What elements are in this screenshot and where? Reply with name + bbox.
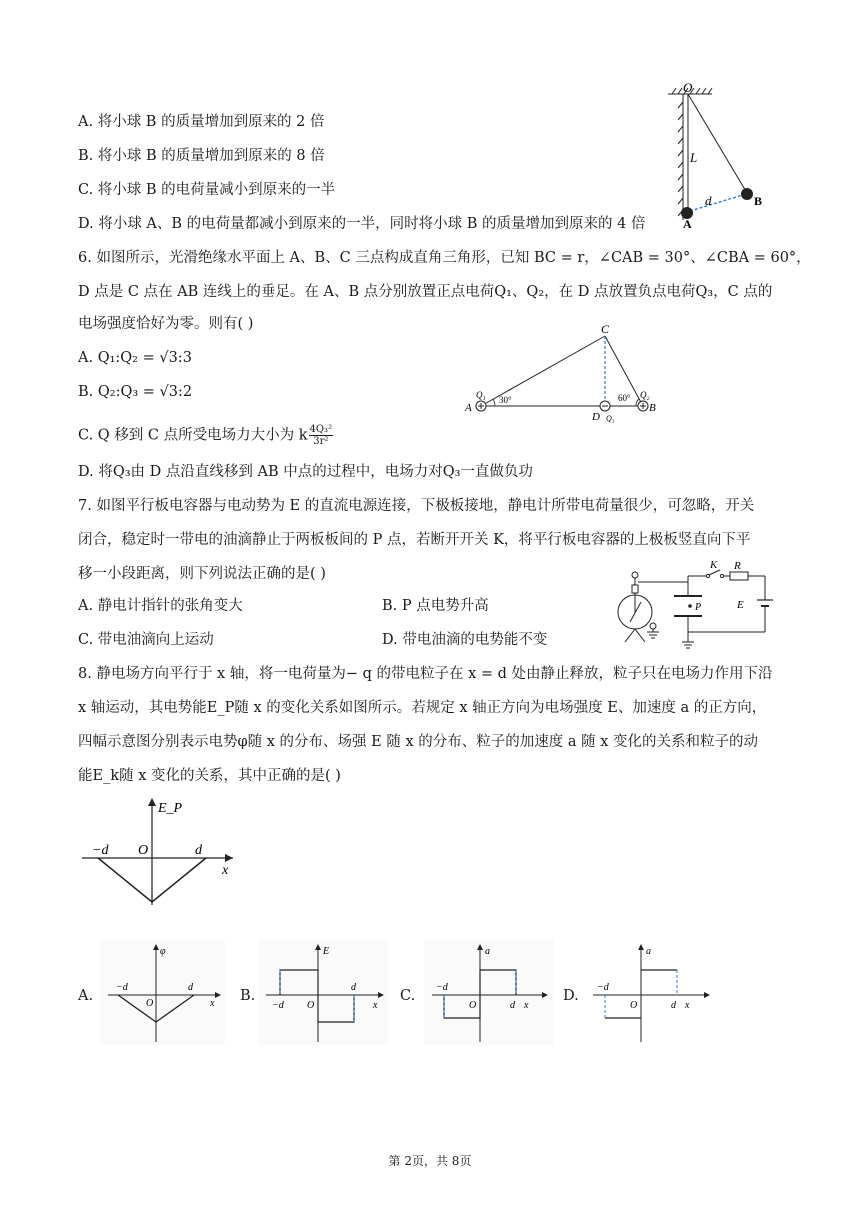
q8-option-a-graph (100, 940, 225, 1045)
label-d: d (705, 193, 712, 208)
phi-axis-label: φ (160, 946, 166, 957)
c-label-neg-d: −d (436, 982, 448, 993)
q8-option-c-graph (424, 940, 554, 1045)
q7-option-a: A. 静电计指针的张角变大 (78, 598, 243, 614)
a-label-d: d (188, 982, 193, 993)
ep-axis-label: E_P (158, 801, 183, 816)
label-q2: Q₂ (640, 390, 650, 400)
a-label-x: x (210, 998, 215, 1009)
label-o: O (683, 80, 693, 95)
q5-option-a: A. 将小球 B 的质量增加到原来的 2 倍 (78, 114, 325, 130)
angle-a-arc (493, 399, 495, 406)
q8-option-d-label: D. (563, 988, 579, 1004)
label-a: A (683, 217, 692, 230)
q6-option-c (78, 424, 333, 447)
q7-stem-line2: 闭合，稳定时一带电的油滴静止于两板板间的 P 点，若断开开关 K，将平行板电容器的上极板竖直向下平 (78, 532, 751, 548)
label-q1: Q₁ (476, 390, 486, 400)
b-label-d: d (351, 982, 356, 993)
c-label-d: d (510, 1000, 515, 1011)
q7-option-d: D. 带电油滴的电势能不变 (382, 632, 548, 648)
wall (678, 94, 683, 220)
q5-option-c: C. 将小球 B 的电荷量减小到原来的一半 (78, 182, 336, 198)
ep-label-origin: O (138, 843, 149, 858)
q6-option-a: A. Q₁:Q₂ = √3:3 (78, 350, 192, 366)
a-label-origin: O (146, 998, 154, 1009)
c-axis-label: a (485, 946, 490, 957)
b-label-neg-d: −d (272, 1000, 284, 1011)
q8-option-c-label: C. (400, 988, 416, 1004)
c-label-x: x (524, 1000, 529, 1011)
b-label-origin: O (307, 1000, 315, 1011)
charge-q3 (600, 401, 610, 411)
d-label-origin: O (630, 1000, 638, 1011)
charge-q1 (476, 401, 486, 411)
distance-d-line (690, 194, 746, 211)
label-q3: Q₃ (606, 414, 615, 423)
d-label-x: x (685, 1000, 690, 1011)
b-label-x: x (373, 1000, 378, 1011)
fraction-numerator: 4Q₃² (309, 424, 333, 435)
q5-pendulum-figure (650, 80, 780, 230)
charge-q2 (638, 401, 648, 411)
label-d: D (592, 411, 600, 423)
q8-stem-line4: 能E_k随 x 变化的关系，其中正确的是( ) (78, 768, 341, 784)
c-label-origin: O (469, 1000, 477, 1011)
e-axis-label: E (323, 946, 330, 957)
battery-e (757, 600, 773, 606)
electrometer (618, 585, 652, 642)
label-k: K (710, 560, 718, 571)
q6-option-c-fraction (309, 424, 334, 447)
ep-label-d: d (195, 843, 202, 858)
q7-option-c: C. 带电油滴向上运动 (78, 632, 214, 648)
d-label-neg-d: −d (597, 982, 609, 993)
ep-label-x: x (222, 863, 229, 878)
q7-stem-line3: 移一小段距离，则下列说法正确的是( ) (78, 566, 326, 582)
label-p: P (695, 602, 702, 613)
q8-stem-line1: 8. 静电场方向平行于 x 轴，将一电荷量为− q 的带电粒子在 x = d 处由静止释放，粒子只在电场力作用下沿 (78, 666, 773, 682)
ep-label-neg-d: −d (92, 843, 109, 858)
q8-option-a-label: A. (78, 988, 94, 1004)
q6-stem-line1: 6. 如图所示，光滑绝缘水平面上 A、B、C 三点构成直角三角形，已知 BC = r，∠CAB = 30°、∠CBA = 60°， (78, 250, 811, 266)
q8-stem-line2: x 轴运动，其电势能E_P随 x 的变化关系如图所示。若规定 x 轴正方向为电场强度 E、加速度 a 的正方向， (78, 700, 767, 716)
oil-drop (688, 604, 692, 608)
q6-option-d: D. 将Q₃由 D 点沿直线移到 AB 中点的过程中，电场力对Q₃一直做负功 (78, 464, 533, 480)
label-r: R (734, 560, 741, 572)
a-label-neg-d: −d (116, 982, 128, 993)
label-a: A (465, 402, 472, 414)
label-b: B (754, 194, 763, 208)
page-footer: 第 2页，共 8页 (388, 1154, 472, 1168)
d-label-d: d (671, 1000, 676, 1011)
q6-triangle-figure (460, 320, 670, 430)
q5-option-b: B. 将小球 B 的质量增加到原来的 8 倍 (78, 148, 325, 164)
q6-option-b: B. Q₂:Q₃ = √3:2 (78, 384, 193, 400)
q7-stem-line1: 7. 如图平行板电容器与电动势为 E 的直流电源连接，下极板接地，静电计所带电荷量很少，可忽略，开关 (78, 498, 755, 514)
q6-option-c-text: C. Q 移到 C 点所受电场力大小为 k (78, 427, 308, 444)
q8-option-b-graph (258, 940, 388, 1045)
label-b: B (649, 402, 656, 414)
label-30-degrees: 30° (499, 395, 512, 405)
string-ob (688, 94, 747, 193)
q8-option-d-graph (585, 940, 715, 1045)
q6-stem-line3: 电场强度恰好为零。则有( ) (78, 316, 254, 332)
q5-option-d: D. 将小球 A、B 的电荷量都减小到原来的一半，同时将小球 B 的质量增加到原来的 4 倍 (78, 216, 646, 232)
label-e: E (737, 599, 744, 611)
q6-stem-line2: D 点是 C 点在 AB 连线上的垂足。在 A、B 点分别放置正点电荷Q₁、Q₂，在 D 点放置负点电荷Q₃，C 点的 (78, 284, 773, 300)
label-60-degrees: 60° (618, 393, 631, 403)
d-axis-label: a (646, 946, 651, 957)
q8-stem-line3: 四幅示意图分别表示电势φ随 x 的分布、场强 E 随 x 的分布、粒子的加速度 a 随 x 变化的关系和粒子的动 (78, 734, 759, 750)
capacitor (674, 582, 702, 648)
q7-circuit-figure (610, 560, 785, 660)
q7-option-b: B. P 点电势升高 (382, 598, 489, 614)
resistor-r (730, 572, 748, 580)
label-c: C (601, 322, 610, 336)
fraction-denominator: 3r² (313, 436, 329, 447)
ball-b (741, 188, 753, 200)
label-l: L (690, 150, 698, 165)
q8-option-b-label: B. (240, 988, 256, 1004)
q8-ep-graph (70, 790, 250, 910)
